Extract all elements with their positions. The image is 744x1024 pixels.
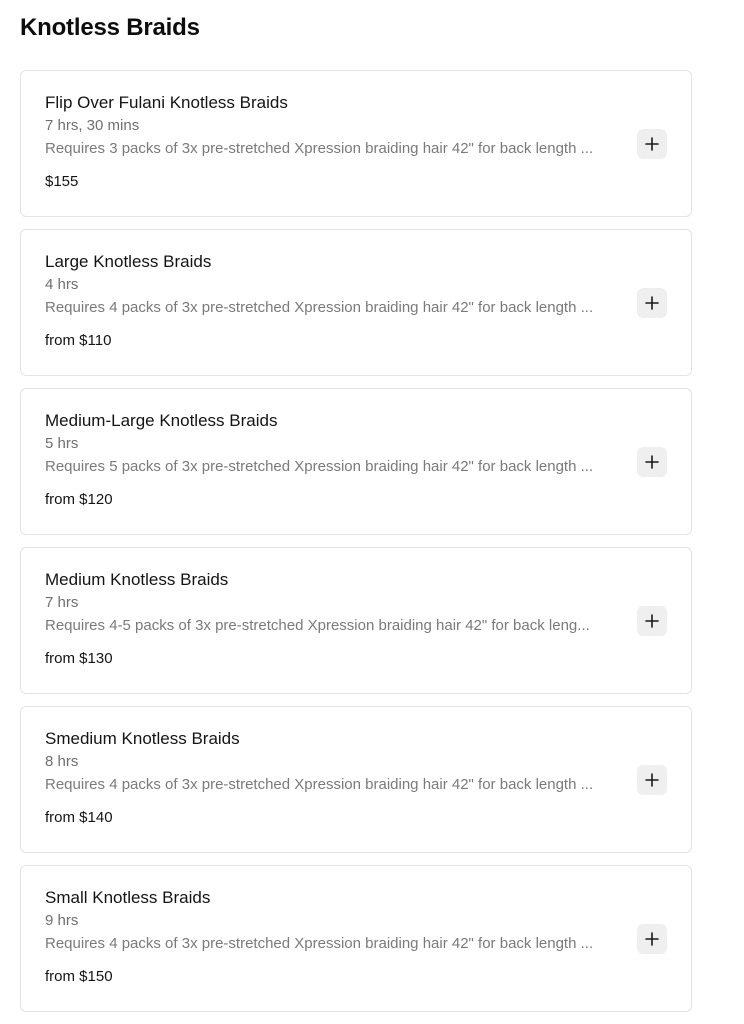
service-duration: 5 hrs [45, 435, 79, 452]
service-duration: 7 hrs, 30 mins [45, 117, 140, 134]
add-service-button[interactable] [637, 447, 667, 477]
service-duration: 4 hrs [45, 276, 79, 293]
service-list [20, 70, 692, 1024]
plus-icon [645, 773, 659, 787]
service-name: Large Knotless Braids [45, 252, 212, 271]
add-service-button[interactable] [637, 288, 667, 318]
section-title: Knotless Braids [20, 14, 200, 41]
service-description: Requires 4-5 packs of 3x pre-stretched Xpression braiding hair 42" for back leng... [45, 617, 590, 634]
service-card-content [45, 410, 625, 510]
service-card[interactable] [20, 706, 692, 853]
service-duration: 9 hrs [45, 912, 79, 929]
service-card-content [45, 92, 625, 192]
service-description: Requires 5 packs of 3x pre-stretched Xpression braiding hair 42" for back length ... [45, 458, 594, 475]
service-card[interactable] [20, 70, 692, 217]
service-description: Requires 4 packs of 3x pre-stretched Xpression braiding hair 42" for back length ... [45, 299, 594, 316]
plus-icon [645, 296, 659, 310]
add-service-button[interactable] [637, 606, 667, 636]
plus-icon [645, 932, 659, 946]
service-card[interactable] [20, 865, 692, 1012]
service-duration: 7 hrs [45, 594, 79, 611]
service-name: Flip Over Fulani Knotless Braids [45, 93, 288, 112]
add-service-button[interactable] [637, 129, 667, 159]
service-price: from $110 [45, 332, 112, 349]
service-card[interactable] [20, 547, 692, 694]
plus-icon [645, 455, 659, 469]
add-service-button[interactable] [637, 924, 667, 954]
service-price: from $140 [45, 809, 113, 826]
plus-icon [645, 137, 659, 151]
plus-icon [645, 614, 659, 628]
service-card-content [45, 251, 625, 351]
service-card[interactable] [20, 388, 692, 535]
service-name: Smedium Knotless Braids [45, 729, 240, 748]
service-card-content [45, 728, 625, 828]
service-price: from $130 [45, 650, 113, 667]
service-name: Medium-Large Knotless Braids [45, 411, 278, 430]
service-card[interactable] [20, 229, 692, 376]
service-price: from $150 [45, 968, 113, 985]
service-description: Requires 3 packs of 3x pre-stretched Xpression braiding hair 42" for back length ... [45, 140, 594, 157]
service-card-content [45, 569, 625, 669]
service-name: Medium Knotless Braids [45, 570, 229, 589]
service-description: Requires 4 packs of 3x pre-stretched Xpression braiding hair 42" for back length ... [45, 935, 594, 952]
service-price: $155 [45, 173, 79, 190]
service-description: Requires 4 packs of 3x pre-stretched Xpression braiding hair 42" for back length ... [45, 776, 594, 793]
service-duration: 8 hrs [45, 753, 79, 770]
service-card-content [45, 887, 625, 987]
add-service-button[interactable] [637, 765, 667, 795]
service-name: Small Knotless Braids [45, 888, 211, 907]
service-price: from $120 [45, 491, 113, 508]
